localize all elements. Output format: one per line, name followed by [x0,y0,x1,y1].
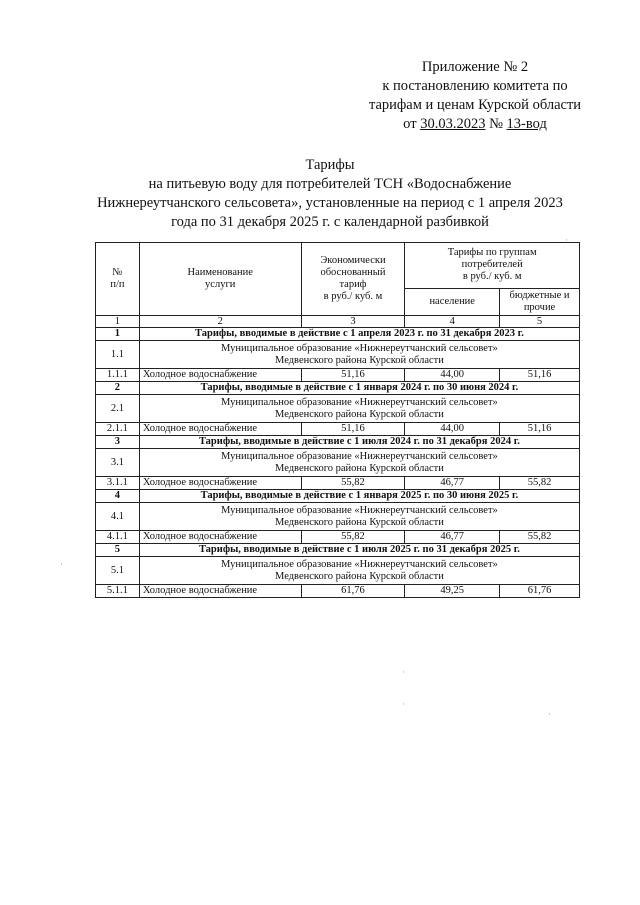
section-no: 2 [96,382,140,395]
header-name-l2: услуги [205,279,236,290]
header-econ [301,243,405,316]
sub-no: 5.1 [96,557,140,585]
title-line-2: на питьевую воду для потребителей ТСН «Водоснабжение [148,176,512,192]
title-line-3: Нижнереутчанского сельсовета», установленные на период с 1 апреля 2023 [97,195,563,211]
header-groups [405,243,580,289]
title-line-1: Тарифы [305,157,355,173]
header-no-l2: п/п [110,279,125,290]
scan-mark: · [548,709,551,719]
budget-tariff: 51,16 [500,423,580,436]
item-no: 2.1.1 [96,423,140,436]
service-name: Холодное водоснабжение [139,531,301,544]
scan-mark: · [402,667,405,677]
municipality-line-1: Муниципальное образование «Нижнереутчанский сельсовет» [221,396,498,408]
budget-tariff: 55,82 [500,531,580,544]
header-name-l1: Наименование [187,267,253,278]
service-name: Холодное водоснабжение [139,369,301,382]
appendix-number: Приложение № 2 [421,59,529,75]
municipality-row [96,503,580,531]
header-population: население [405,288,500,315]
municipality-line-2: Медвенского района Курской области [275,462,444,474]
column-number-row [96,316,580,328]
header-econ-l4: в руб./ куб. м [323,291,383,302]
municipality-name [139,449,579,477]
population-tariff: 44,00 [405,369,500,382]
section-header-row [96,436,580,449]
population-tariff: 49,25 [405,585,500,598]
header-econ-l2: обоснованный [320,267,386,278]
header-groups-l2: потребителей [461,259,523,271]
section-header-row [96,328,580,341]
header-groups-l1: Тарифы по группам [447,247,537,259]
section-title: Тарифы, вводимые в действие с 1 апреля 2023 г. по 31 декабря 2023 г. [139,328,579,341]
header-econ-l1: Экономически [320,255,386,266]
municipality-row [96,449,580,477]
header-row-1 [96,243,580,289]
item-no: 4.1.1 [96,531,140,544]
appendix-ref-line: к постановлению комитета по [382,78,568,94]
header-groups-l3: в руб./ куб. м [462,271,522,283]
sub-no: 2.1 [96,395,140,423]
service-row [96,585,580,598]
budget-tariff: 61,76 [500,585,580,598]
budget-tariff: 55,82 [500,477,580,490]
municipality-name [139,341,579,369]
item-no: 5.1.1 [96,585,140,598]
municipality-line-2: Медвенского района Курской области [275,516,444,528]
number-prefix: № [485,116,507,132]
header-budget [500,288,580,315]
municipality-line-2: Медвенского района Курской области [275,354,444,366]
municipality-row [96,341,580,369]
appendix-date-line [330,115,620,134]
date-prefix: от [403,116,421,132]
section-header-row [96,382,580,395]
tariffs-table [95,242,580,598]
decree-date: 30.03.2023 [420,116,486,132]
scan-mark: · [60,559,63,569]
item-no: 1.1.1 [96,369,140,382]
municipality-row [96,395,580,423]
municipality-line-2: Медвенского района Курской области [275,570,444,582]
econ-tariff: 55,82 [301,477,405,490]
population-tariff: 46,77 [405,477,500,490]
sub-no: 3.1 [96,449,140,477]
municipality-line-1: Муниципальное образование «Нижнереутчанский сельсовет» [221,504,498,516]
appendix-committee: тарифам и ценам Курской области [368,97,582,113]
header-budget-l1: бюджетные и [509,289,570,301]
municipality-line-1: Муниципальное образование «Нижнереутчанский сельсовет» [221,450,498,462]
service-name: Холодное водоснабжение [139,423,301,436]
section-no: 5 [96,544,140,557]
item-no: 3.1.1 [96,477,140,490]
econ-tariff: 51,16 [301,423,405,436]
sections-body [96,328,580,598]
col-num-4: 4 [405,316,500,328]
header-name [139,243,301,316]
population-tariff: 44,00 [405,423,500,436]
section-title: Тарифы, вводимые в действие с 1 июля 2025 г. по 31 декабря 2025 г. [139,544,579,557]
population-tariff: 46,77 [405,531,500,544]
col-num-2: 2 [139,316,301,328]
econ-tariff: 61,76 [301,585,405,598]
service-row [96,423,580,436]
service-name: Холодное водоснабжение [139,585,301,598]
section-header-row [96,490,580,503]
municipality-line-2: Медвенского района Курской области [275,408,444,420]
section-title: Тарифы, вводимые в действие с 1 января 2024 г. по 30 июня 2024 г. [139,382,579,395]
header-no-l1: № [112,267,123,278]
service-row [96,531,580,544]
service-row [96,477,580,490]
section-header-row [96,544,580,557]
section-title: Тарифы, вводимые в действие с 1 июля 2024 г. по 31 декабря 2024 г. [139,436,579,449]
municipality-name [139,557,579,585]
section-no: 3 [96,436,140,449]
scan-mark: · [565,235,568,245]
sub-no: 1.1 [96,341,140,369]
service-name: Холодное водоснабжение [139,477,301,490]
municipality-row [96,557,580,585]
service-row [96,369,580,382]
econ-tariff: 51,16 [301,369,405,382]
col-num-5: 5 [500,316,580,328]
header-econ-l3: тариф [339,279,367,290]
budget-tariff: 51,16 [500,369,580,382]
municipality-name [139,503,579,531]
scan-mark: · [402,699,405,709]
section-no: 4 [96,490,140,503]
municipality-line-1: Муниципальное образование «Нижнереутчанский сельсовет» [221,342,498,354]
col-num-3: 3 [301,316,405,328]
header-budget-l2: прочие [523,301,556,313]
col-num-1: 1 [96,316,140,328]
sub-no: 4.1 [96,503,140,531]
section-title: Тарифы, вводимые в действие с 1 января 2025 г. по 30 июня 2025 г. [139,490,579,503]
municipality-name [139,395,579,423]
title-line-4: года по 31 декабря 2025 г. с календарной разбивкой [171,214,489,230]
appendix-header [330,58,620,134]
header-no [96,243,140,316]
section-no: 1 [96,328,140,341]
municipality-line-1: Муниципальное образование «Нижнереутчанский сельсовет» [221,558,498,570]
decree-number: 13-вод [506,116,547,132]
econ-tariff: 55,82 [301,531,405,544]
document-title [60,156,600,232]
